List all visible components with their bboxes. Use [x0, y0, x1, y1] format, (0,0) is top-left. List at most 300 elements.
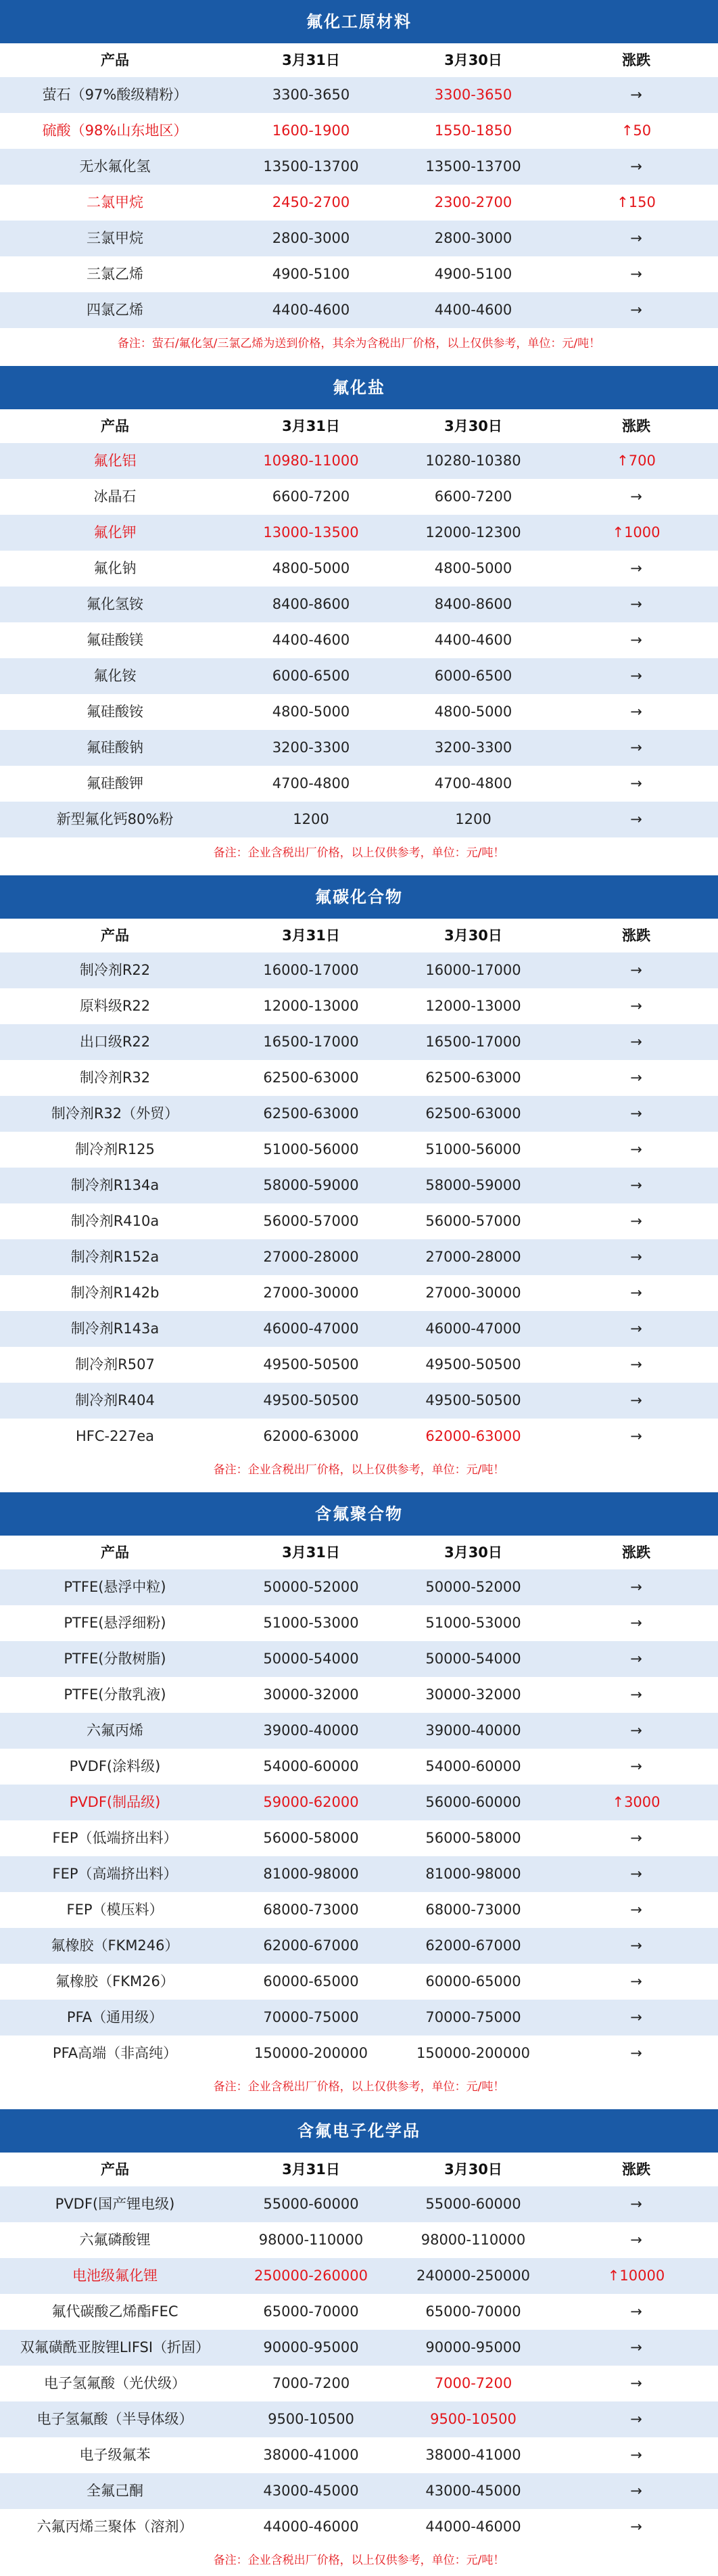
- price-current: 70000-75000: [263, 2009, 359, 2025]
- price-change: →: [630, 1973, 642, 1990]
- section-title: 氟碳化合物: [0, 875, 718, 919]
- table-row: [0, 1060, 718, 1096]
- table-row: [0, 2401, 718, 2437]
- price-change: →: [630, 302, 642, 318]
- table-row: [0, 2186, 718, 2222]
- table-row: [0, 551, 718, 586]
- product-name: 氟化铝: [93, 453, 137, 469]
- header-date-2: 3月30日: [444, 52, 502, 68]
- price-current: 50000-52000: [263, 1579, 359, 1595]
- table-row: [0, 1677, 718, 1713]
- price-section-3: [0, 875, 718, 1486]
- price-previous: 2300-2700: [434, 194, 512, 210]
- price-previous: 6600-7200: [434, 488, 512, 505]
- product-name: 萤石（97%酸级精粉）: [42, 87, 188, 103]
- price-previous: 49500-50500: [425, 1356, 521, 1373]
- product-name: PVDF(国产锂电级): [55, 2196, 175, 2212]
- price-change: →: [630, 1285, 642, 1301]
- price-current: 2800-3000: [272, 230, 350, 246]
- price-change: ↑150: [617, 194, 656, 210]
- table-row: [0, 1311, 718, 1347]
- table-row: [0, 1928, 718, 1964]
- table-row: [0, 1347, 718, 1383]
- product-name: 制冷剂R143a: [70, 1320, 160, 1337]
- price-previous: 56000-57000: [425, 1213, 521, 1229]
- price-change: →: [630, 1830, 642, 1846]
- product-name: 电子级氟苯: [79, 2447, 151, 2463]
- product-name: 全氟己酮: [87, 2483, 143, 2499]
- price-current: 13500-13700: [263, 158, 359, 175]
- price-change: →: [630, 488, 642, 505]
- product-name: 制冷剂R134a: [70, 1177, 160, 1193]
- table-row: [0, 2036, 718, 2071]
- price-change: →: [630, 1177, 642, 1193]
- price-current: 65000-70000: [263, 2303, 359, 2320]
- table-row: [0, 113, 718, 149]
- table-row: [0, 730, 718, 766]
- table-row: [0, 586, 718, 622]
- price-previous: 98000-110000: [421, 2232, 526, 2248]
- price-change: →: [630, 158, 642, 175]
- price-previous: 62000-67000: [425, 1937, 521, 1954]
- price-current: 68000-73000: [263, 1902, 359, 1918]
- price-previous: 7000-7200: [434, 2375, 512, 2391]
- price-previous: 16000-17000: [425, 962, 521, 978]
- price-change: →: [630, 1392, 642, 1408]
- price-current: 3300-3650: [272, 87, 350, 103]
- product-name: 四氯乙烯: [87, 302, 143, 318]
- product-name: FEP（高端挤出料）: [52, 1866, 178, 1882]
- header-date-1: 3月31日: [282, 2161, 340, 2178]
- price-change: →: [630, 2009, 642, 2025]
- price-current: 51000-56000: [263, 1141, 359, 1157]
- price-current: 4800-5000: [272, 704, 350, 720]
- header-change: 涨跌: [622, 52, 650, 68]
- price-change: →: [630, 1249, 642, 1265]
- price-change: →: [630, 668, 642, 684]
- product-name: FEP（低端挤出料）: [52, 1830, 178, 1846]
- price-current: 49500-50500: [263, 1356, 359, 1373]
- price-current: 58000-59000: [263, 1177, 359, 1193]
- product-name: PTFE(悬浮细粉): [64, 1615, 166, 1631]
- price-change: →: [630, 87, 642, 103]
- product-name: 三氯乙烯: [87, 266, 143, 282]
- price-previous: 43000-45000: [425, 2483, 521, 2499]
- price-previous: 27000-30000: [425, 1285, 521, 1301]
- price-current: 16000-17000: [263, 962, 359, 978]
- section-title: 含氟聚合物: [0, 1492, 718, 1536]
- section-note: 备注：萤石/氟化氢/三氯乙烯为送到价格，其余为含税出厂价格，以上仅供参考，单位：元/吨！: [0, 328, 718, 359]
- price-change: ↑1000: [612, 524, 661, 540]
- product-name: 氟化钾: [93, 524, 137, 540]
- header-date-1: 3月31日: [282, 52, 340, 68]
- price-current: 4900-5100: [272, 266, 350, 282]
- price-change: →: [630, 1937, 642, 1954]
- price-change: →: [630, 632, 642, 648]
- product-name: 氟代碳酸乙烯酯FEC: [51, 2303, 178, 2320]
- product-name: 制冷剂R32: [79, 1070, 151, 1086]
- product-name: PTFE(分散树脂): [64, 1651, 166, 1667]
- table-row: [0, 479, 718, 515]
- price-current: 16500-17000: [263, 1034, 359, 1050]
- table-row: [0, 658, 718, 694]
- price-previous: 65000-70000: [425, 2303, 521, 2320]
- price-current: 56000-58000: [263, 1830, 359, 1846]
- price-change: →: [630, 1722, 642, 1739]
- price-current: 60000-65000: [263, 1973, 359, 1990]
- price-previous: 58000-59000: [425, 1177, 521, 1193]
- price-previous: 81000-98000: [425, 1866, 521, 1882]
- price-change: →: [630, 560, 642, 576]
- header-change: 涨跌: [622, 418, 650, 434]
- price-previous: 54000-60000: [425, 1758, 521, 1774]
- price-current: 62500-63000: [263, 1070, 359, 1086]
- table-row: [0, 1785, 718, 1820]
- price-change: →: [630, 2045, 642, 2061]
- table-row: [0, 766, 718, 802]
- price-change: →: [630, 704, 642, 720]
- table-row: [0, 149, 718, 185]
- price-change: →: [630, 1615, 642, 1631]
- product-name: 二氯甲烷: [87, 194, 143, 210]
- table-row: [0, 1168, 718, 1203]
- price-current: 7000-7200: [272, 2375, 350, 2391]
- product-name: 三氯甲烷: [87, 230, 143, 246]
- product-name: 制冷剂R152a: [70, 1249, 160, 1265]
- product-name: 冰晶石: [93, 488, 137, 505]
- table-row: [0, 1024, 718, 1060]
- price-current: 1200: [293, 811, 329, 827]
- price-previous: 13500-13700: [425, 158, 521, 175]
- table-row: [0, 1605, 718, 1641]
- price-previous: 50000-52000: [425, 1579, 521, 1595]
- section-gap: [0, 1486, 718, 1492]
- header-product: 产品: [101, 418, 129, 434]
- price-change: →: [630, 1902, 642, 1918]
- price-previous: 50000-54000: [425, 1651, 521, 1667]
- price-previous: 4900-5100: [434, 266, 512, 282]
- table-row: [0, 2222, 718, 2258]
- price-previous: 30000-32000: [425, 1686, 521, 1703]
- price-change: →: [630, 2447, 642, 2463]
- price-section-4: [0, 1492, 718, 2102]
- table-row: [0, 2258, 718, 2294]
- price-change: →: [630, 2232, 642, 2248]
- table-row: [0, 1383, 718, 1419]
- price-previous: 39000-40000: [425, 1722, 521, 1739]
- price-current: 62000-63000: [263, 1428, 359, 1444]
- price-current: 27000-28000: [263, 1249, 359, 1265]
- header-date-1: 3月31日: [282, 927, 340, 944]
- product-name: 制冷剂R22: [79, 962, 151, 978]
- product-name: 制冷剂R507: [75, 1356, 155, 1373]
- price-current: 250000-260000: [254, 2268, 368, 2284]
- table-row: [0, 2294, 718, 2330]
- price-current: 54000-60000: [263, 1758, 359, 1774]
- table-row: [0, 1275, 718, 1311]
- product-name: 原料级R22: [79, 998, 151, 1014]
- table-row: [0, 1820, 718, 1856]
- section-gap: [0, 2102, 718, 2109]
- product-name: 制冷剂R410a: [70, 1213, 160, 1229]
- header-date-2: 3月30日: [444, 927, 502, 944]
- price-current: 9500-10500: [268, 2411, 354, 2427]
- product-name: PFA（通用级）: [66, 2009, 164, 2025]
- product-name: 无水氟化氢: [79, 158, 151, 175]
- section-gap: [0, 359, 718, 366]
- price-previous: 60000-65000: [425, 1973, 521, 1990]
- table-header: [0, 409, 718, 443]
- price-previous: 4800-5000: [434, 560, 512, 576]
- price-previous: 4400-4600: [434, 302, 512, 318]
- price-previous: 4400-4600: [434, 632, 512, 648]
- price-current: 38000-41000: [263, 2447, 359, 2463]
- product-name: PVDF(制品级): [69, 1794, 161, 1810]
- price-previous: 44000-46000: [425, 2518, 521, 2535]
- price-previous: 62500-63000: [425, 1070, 521, 1086]
- table-row: [0, 1892, 718, 1928]
- price-current: 43000-45000: [263, 2483, 359, 2499]
- price-previous: 4700-4800: [434, 775, 512, 791]
- price-previous: 56000-60000: [425, 1794, 521, 1810]
- price-current: 10980-11000: [263, 453, 359, 469]
- table-row: [0, 1964, 718, 2000]
- product-name: 六氟磷酸锂: [79, 2232, 151, 2248]
- product-name: PTFE(分散乳液): [64, 1686, 166, 1703]
- price-change: →: [630, 266, 642, 282]
- table-row: [0, 988, 718, 1024]
- price-change: →: [630, 998, 642, 1014]
- table-row: [0, 256, 718, 292]
- price-current: 55000-60000: [263, 2196, 359, 2212]
- table-row: [0, 1096, 718, 1132]
- price-current: 90000-95000: [263, 2339, 359, 2355]
- price-change: →: [630, 1356, 642, 1373]
- table-row: [0, 694, 718, 730]
- product-name: 氟化钠: [93, 560, 137, 576]
- price-change: →: [630, 1428, 642, 1444]
- product-name: 氟硅酸铵: [87, 704, 143, 720]
- price-previous: 56000-58000: [425, 1830, 521, 1846]
- price-previous: 240000-250000: [416, 2268, 530, 2284]
- product-name: PFA高端（非高纯）: [52, 2045, 178, 2061]
- header-change: 涨跌: [622, 927, 650, 944]
- table-row: [0, 952, 718, 988]
- price-change: →: [630, 1034, 642, 1050]
- price-previous: 27000-28000: [425, 1249, 521, 1265]
- product-name: 制冷剂R142b: [70, 1285, 160, 1301]
- product-name: 氟化氢铵: [87, 596, 143, 612]
- price-previous: 46000-47000: [425, 1320, 521, 1337]
- price-change: →: [630, 1651, 642, 1667]
- header-product: 产品: [101, 2161, 129, 2178]
- price-change: →: [630, 2339, 642, 2355]
- product-name: 氟化铵: [93, 668, 137, 684]
- table-row: [0, 292, 718, 328]
- price-current: 4800-5000: [272, 560, 350, 576]
- price-current: 81000-98000: [263, 1866, 359, 1882]
- price-current: 4400-4600: [272, 632, 350, 648]
- price-change: ↑10000: [607, 2268, 665, 2284]
- price-current: 62000-67000: [263, 1937, 359, 1954]
- price-change: →: [630, 2518, 642, 2535]
- section-note: 备注：企业含税出厂价格，以上仅供参考，单位：元/吨！: [0, 837, 718, 869]
- price-change: ↑50: [621, 122, 652, 139]
- section-gap: [0, 869, 718, 875]
- table-header: [0, 919, 718, 952]
- header-date-2: 3月30日: [444, 1544, 502, 1561]
- price-change: →: [630, 1866, 642, 1882]
- price-current: 30000-32000: [263, 1686, 359, 1703]
- table-row: [0, 1132, 718, 1168]
- price-change: →: [630, 2196, 642, 2212]
- price-change: →: [630, 1105, 642, 1122]
- price-change: →: [630, 1070, 642, 1086]
- table-row: [0, 2509, 718, 2545]
- price-previous: 38000-41000: [425, 2447, 521, 2463]
- product-name: 出口级R22: [79, 1034, 151, 1050]
- table-header: [0, 2153, 718, 2186]
- price-change: →: [630, 775, 642, 791]
- product-name: 六氟丙烯: [87, 1722, 143, 1739]
- price-current: 12000-13000: [263, 998, 359, 1014]
- header-date-2: 3月30日: [444, 2161, 502, 2178]
- table-row: [0, 185, 718, 221]
- price-current: 62500-63000: [263, 1105, 359, 1122]
- price-previous: 4800-5000: [434, 704, 512, 720]
- price-previous: 10280-10380: [425, 453, 521, 469]
- price-previous: 9500-10500: [430, 2411, 517, 2427]
- table-header: [0, 1536, 718, 1569]
- price-previous: 6000-6500: [434, 668, 512, 684]
- price-section-5: [0, 2109, 718, 2576]
- table-row: [0, 77, 718, 113]
- header-date-1: 3月31日: [282, 1544, 340, 1561]
- table-row: [0, 2000, 718, 2036]
- product-name: 氟橡胶（FKM246）: [51, 1937, 179, 1954]
- product-name: 新型氟化钙80%粉: [56, 811, 174, 827]
- price-change: →: [630, 1141, 642, 1157]
- price-previous: 12000-12300: [425, 524, 521, 540]
- price-previous: 2800-3000: [434, 230, 512, 246]
- price-current: 2450-2700: [272, 194, 350, 210]
- price-current: 50000-54000: [263, 1651, 359, 1667]
- price-change: →: [630, 596, 642, 612]
- price-change: →: [630, 962, 642, 978]
- price-previous: 62000-63000: [425, 1428, 521, 1444]
- product-name: 电子氢氟酸（半导体级）: [37, 2411, 193, 2427]
- price-previous: 51000-53000: [425, 1615, 521, 1631]
- table-row: [0, 515, 718, 551]
- price-change: →: [630, 2411, 642, 2427]
- table-row: [0, 1419, 718, 1454]
- product-name: 氟硅酸钾: [87, 775, 143, 791]
- table-header: [0, 43, 718, 77]
- section-note: 备注：企业含税出厂价格，以上仅供参考，单位：元/吨！: [0, 1454, 718, 1486]
- price-current: 44000-46000: [263, 2518, 359, 2535]
- table-row: [0, 221, 718, 256]
- price-change: →: [630, 1686, 642, 1703]
- product-name: HFC-227ea: [76, 1428, 154, 1444]
- table-row: [0, 1641, 718, 1677]
- section-note: 备注：企业含税出厂价格，以上仅供参考，单位：元/吨！: [0, 2071, 718, 2102]
- section-note: 备注：企业含税出厂价格，以上仅供参考，单位：元/吨！: [0, 2545, 718, 2576]
- section-title: 氟化工原材料: [0, 0, 718, 43]
- product-name: 电池级氟化锂: [72, 2268, 158, 2284]
- price-change: →: [630, 1758, 642, 1774]
- product-name: 双氟磺酰亚胺锂LIFSI（折固）: [20, 2339, 210, 2355]
- price-current: 59000-62000: [263, 1794, 359, 1810]
- price-current: 56000-57000: [263, 1213, 359, 1229]
- product-name: 六氟丙烯三聚体（溶剂）: [37, 2518, 193, 2535]
- price-previous: 8400-8600: [434, 596, 512, 612]
- header-date-1: 3月31日: [282, 418, 340, 434]
- price-change: →: [630, 1579, 642, 1595]
- price-previous: 55000-60000: [425, 2196, 521, 2212]
- header-product: 产品: [101, 52, 129, 68]
- table-row: [0, 1239, 718, 1275]
- price-change: →: [630, 230, 642, 246]
- price-current: 46000-47000: [263, 1320, 359, 1337]
- price-current: 4400-4600: [272, 302, 350, 318]
- price-change: →: [630, 739, 642, 756]
- price-current: 39000-40000: [263, 1722, 359, 1739]
- price-change: ↑700: [617, 453, 656, 469]
- table-row: [0, 2330, 718, 2366]
- product-name: PVDF(涂料级): [69, 1758, 161, 1774]
- product-name: 氟硅酸钠: [87, 739, 143, 756]
- price-current: 51000-53000: [263, 1615, 359, 1631]
- price-current: 98000-110000: [258, 2232, 364, 2248]
- price-current: 8400-8600: [272, 596, 350, 612]
- product-name: FEP（模压料）: [66, 1902, 164, 1918]
- table-row: [0, 1713, 718, 1749]
- price-current: 27000-30000: [263, 1285, 359, 1301]
- price-previous: 3300-3650: [434, 87, 512, 103]
- product-name: 电子氢氟酸（光伏级）: [44, 2375, 186, 2391]
- product-name: 制冷剂R125: [75, 1141, 155, 1157]
- price-previous: 49500-50500: [425, 1392, 521, 1408]
- price-previous: 90000-95000: [425, 2339, 521, 2355]
- price-change: →: [630, 811, 642, 827]
- product-name: 制冷剂R404: [75, 1392, 155, 1408]
- header-change: 涨跌: [622, 2161, 650, 2178]
- product-name: PTFE(悬浮中粒): [64, 1579, 166, 1595]
- price-current: 49500-50500: [263, 1392, 359, 1408]
- table-row: [0, 1856, 718, 1892]
- price-current: 4700-4800: [272, 775, 350, 791]
- price-current: 1600-1900: [272, 122, 350, 139]
- table-row: [0, 1203, 718, 1239]
- price-previous: 1200: [455, 811, 492, 827]
- price-current: 13000-13500: [263, 524, 359, 540]
- table-row: [0, 1749, 718, 1785]
- price-previous: 51000-56000: [425, 1141, 521, 1157]
- price-change: →: [630, 2303, 642, 2320]
- price-change: ↑3000: [612, 1794, 661, 1810]
- table-row: [0, 2473, 718, 2509]
- table-row: [0, 1569, 718, 1605]
- table-row: [0, 443, 718, 479]
- section-title: 氟化盐: [0, 366, 718, 409]
- product-name: 硫酸（98%山东地区）: [42, 122, 188, 139]
- product-name: 氟硅酸镁: [87, 632, 143, 648]
- header-date-2: 3月30日: [444, 418, 502, 434]
- price-previous: 12000-13000: [425, 998, 521, 1014]
- price-previous: 68000-73000: [425, 1902, 521, 1918]
- product-name: 氟橡胶（FKM26）: [55, 1973, 174, 1990]
- price-previous: 3200-3300: [434, 739, 512, 756]
